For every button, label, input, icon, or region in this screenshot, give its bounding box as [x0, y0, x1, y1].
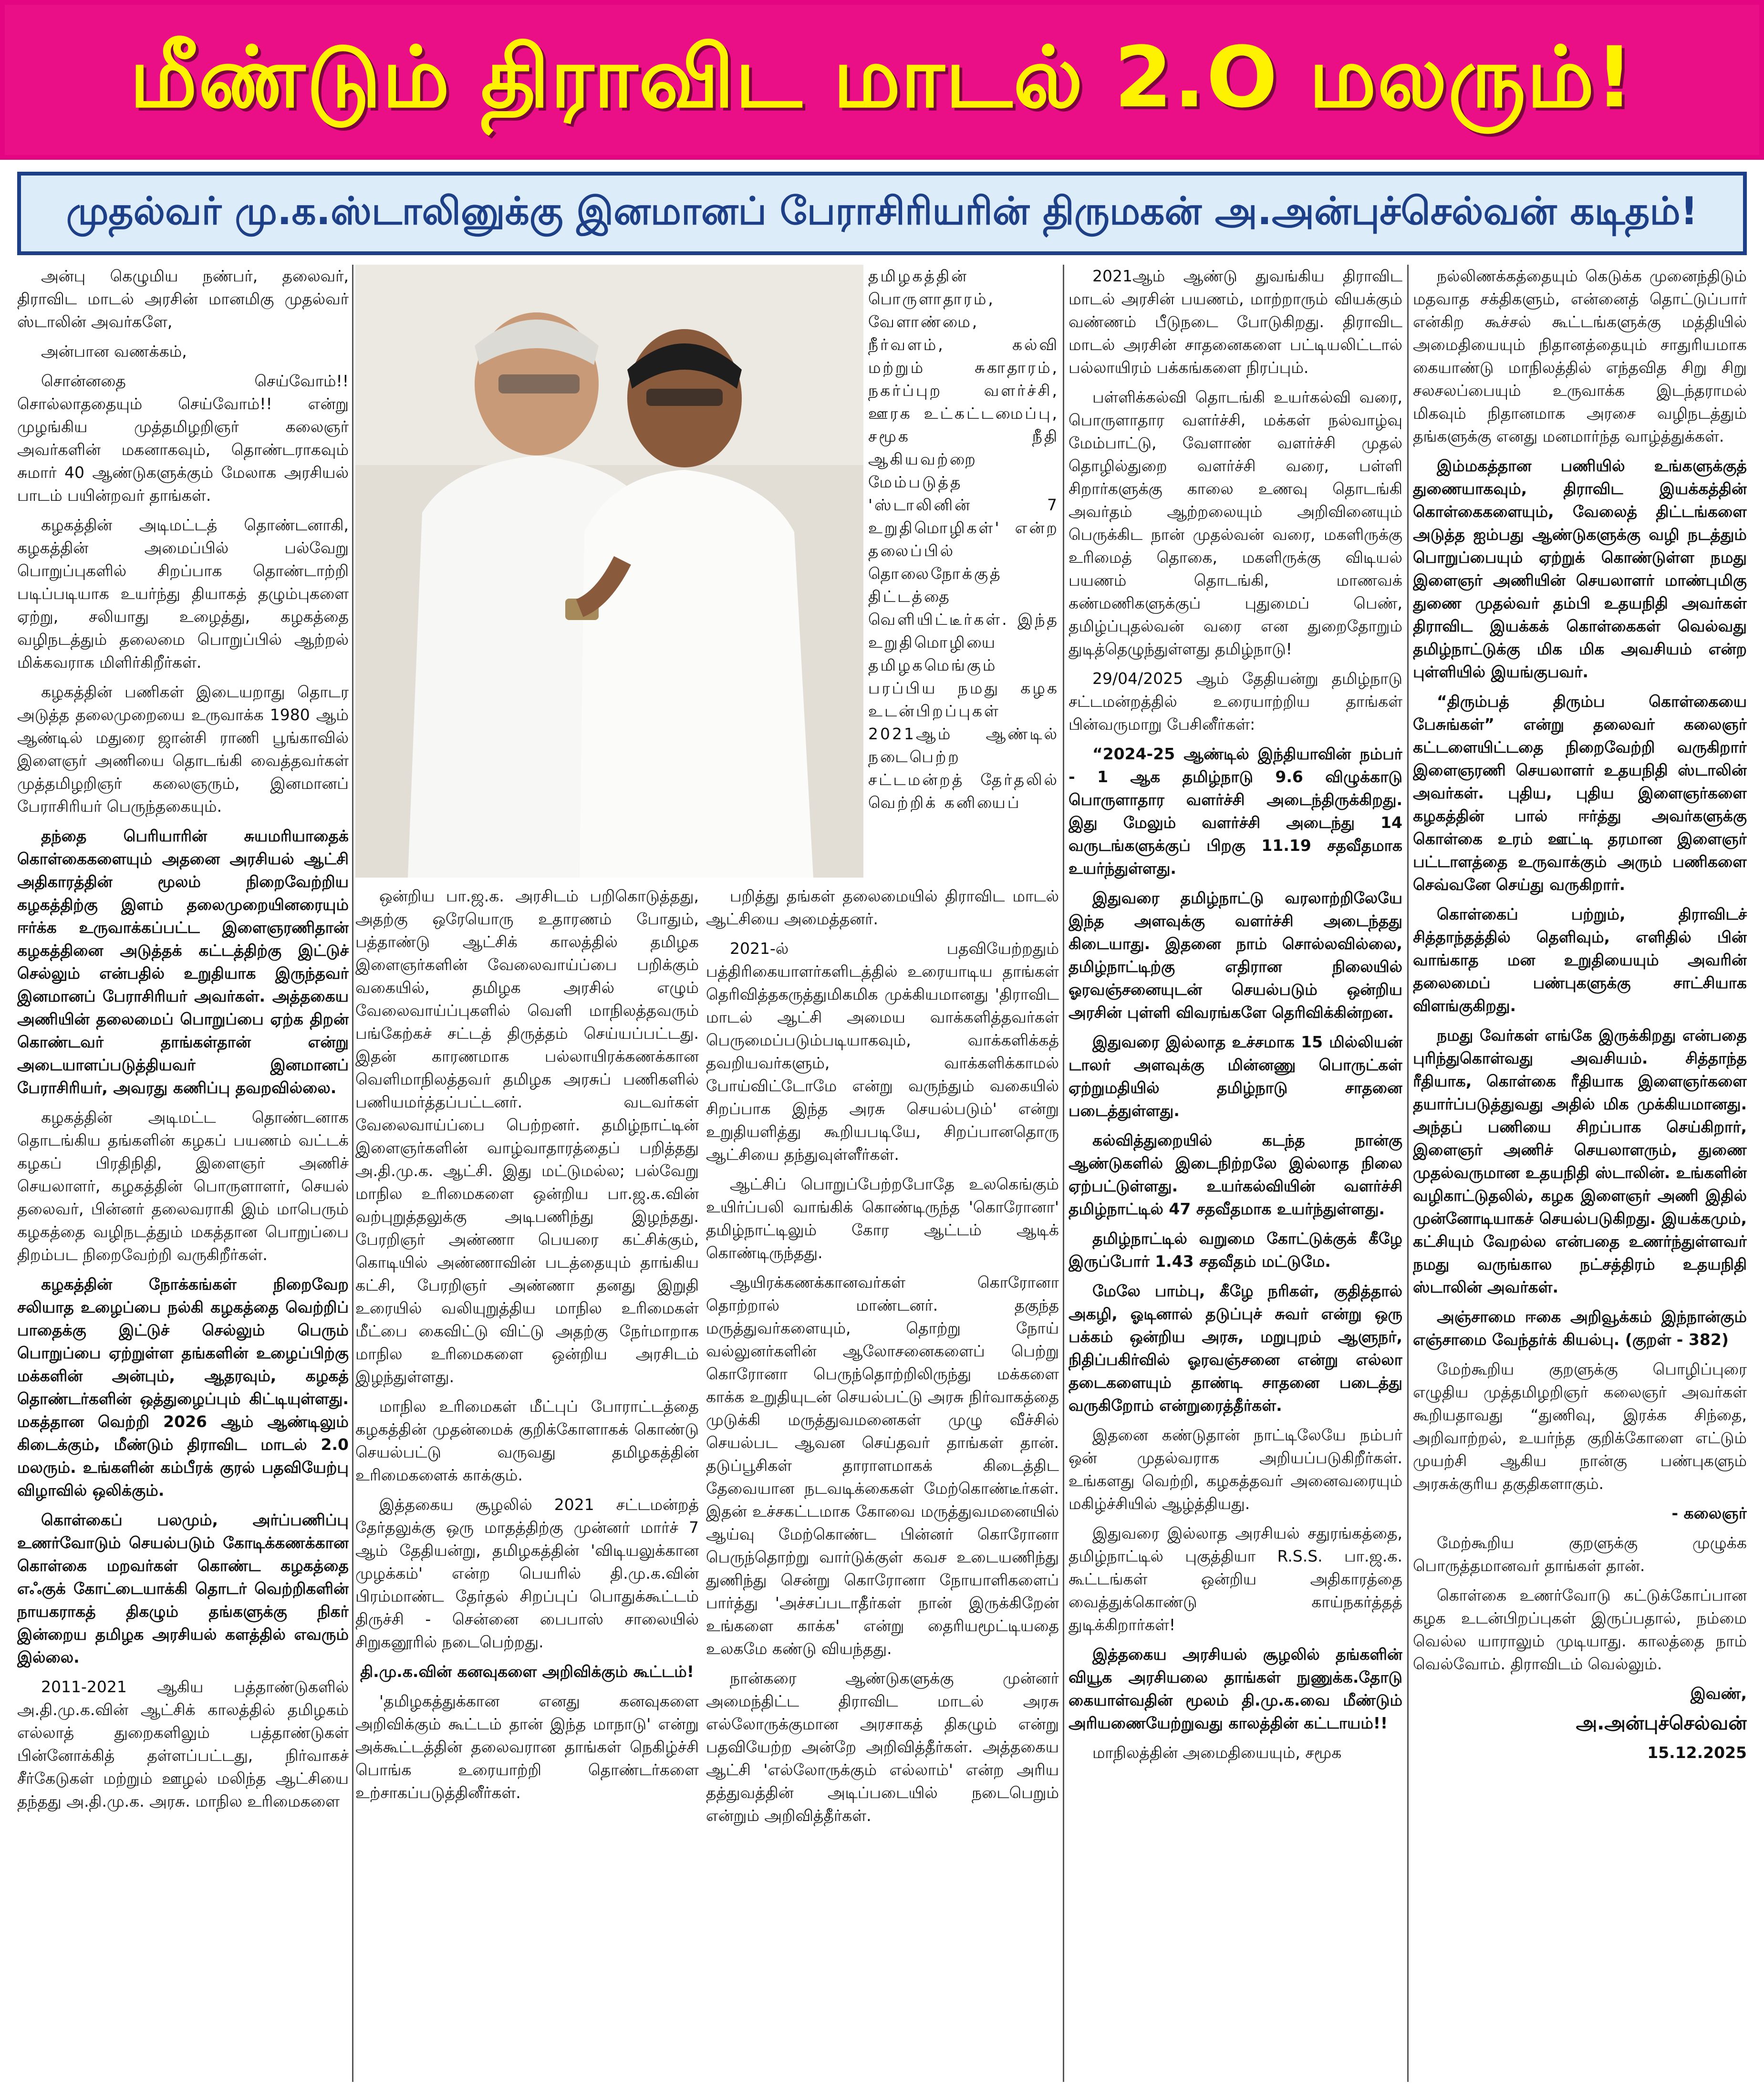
paragraph: பள்ளிக்கல்வி தொடங்கி உயர்கல்வி வரை, பொருளாதார வளர்ச்சி, மக்கள் நல்வாழ்வு மேம்பாட்டு, வேளாண் வளர்ச்சி முதல் தொழில்துறை வளர்ச்சி வரை, பள்ளி சிறார்களுக்கு காலை உணவு தொடங்கி அவர்தம் ஆற்றலையும் அறிவினையும் பெருக்கிட நான் முதல்வன் வரை, மகளிருக்கு உரிமைத் தொகை, மகளிருக்கு விடியல் பயணம் தொடங்கி, மாணவக் கண்மணிகளுக்குப் புதுமைப் பெண், தமிழ்ப்புதல்வன் வரை என துறைதோறும் துடித்தெழுந்துள்ளது தமிழ்நாடு!: [1069, 388, 1402, 658]
paragraph: கல்வித்துறையில் கடந்த நான்கு ஆண்டுகளில் இடைநிற்றலே இல்லாத நிலை ஏற்பட்டுள்ளது. உயர்கல்வியின் வளர்ச்சி தமிழ்நாட்டில் 47 சதவீதமாக உயர்ந்துள்ளது.: [1069, 1131, 1402, 1218]
headline-banner-inner: [25, 20, 1739, 146]
paragraph: இதனை கண்டுதான் நாட்டிலேயே நம்பர் ஒன் முதல்வராக அறியப்படுகிறீர்கள். உங்களது வெற்றி, கழகத்தவர் அனைவரையும் மகிழ்ச்சியில் ஆழ்த்தியது.: [1069, 1426, 1402, 1513]
paragraph: மாநில உரிமைகள் மீட்புப் போராட்டத்தை கழகத்தின் முதன்மைக் குறிக்கோளாகக் கொண்டு செயல்பட்டு வருவது தமிழகத்தின் உரிமைகளைக் காக்கும்.: [355, 1397, 699, 1484]
column-rule: [352, 265, 353, 2082]
photo-illustration: [355, 265, 863, 878]
paragraph: 2021ஆம் ஆண்டு துவங்கிய திராவிட மாடல் அரசின் பயணம், மாற்றாரும் வியக்கும் வண்ணம் பீடுநடை போடுகிறது. திராவிட மாடல் அரசின் சாதனைகளை பட்டியலிட்டால் பல்லாயிரம் பக்கங்களை நிரப்பும்.: [1069, 267, 1402, 377]
paragraph: நல்லிணக்கத்தையும் கெடுக்க முனைந்திடும் மதவாத சக்திகளும், என்னைத் தொட்டுப்பார் என்கிற கூச்சல் கூட்டங்களுக்கு மத்தியில் அமைதியையும் நிதானத்தையும் சாதுரியமாக கையாண்டு மாநிலத்தில் எந்தவித சிறு சிறு சலசலப்பையும் உருவாக்க இடந்தராமல் மிகவும் நிதானமாக அரசை வழிநடத்தும் தங்களுக்கு எனது மனமார்ந்த வாழ்த்துக்கள்.: [1413, 267, 1747, 445]
subheadline-box: [17, 172, 1747, 255]
paragraph: கழகத்தின் அடிமட்டத் தொண்டனாகி, கழகத்தின் அமைப்பில் பல்வேறு பொறுப்புகளில் சிறப்பாக தொண்டாற்றி படிப்படியாக உயர்ந்து தியாகத் தழும்புகளை ஏற்று, சலியாது உழைத்து, கழகத்தை வழிநடத்தும் தலைமை பொறுப்பில் ஆற்றல் மிக்கவராக மிளிர்கிறீர்கள்.: [17, 516, 349, 672]
paragraph: தி.மு.க.வின் கனவுகளை அறிவிக்கும் கூட்டம்!: [360, 1662, 694, 1681]
paragraph: - கலைஞர்: [1671, 1504, 1747, 1522]
paragraph: தந்தை பெரியாரின் சுயமரியாதைக் கொள்கைகளையும் அதனை அரசியல் ஆட்சி அதிகாரத்தின் மூலம் நிறைவேற்றிய கழகத்திற்கு இளம் தலைமுறையினரையும் ஈர்க்க உருவாக்கப்பட்ட இளைஞரணிதான் கழகத்தினை அடுத்தக் கட்டத்திற்கு இட்டுச் செல்லும் என்பதில் உறுதியாக இருந்தவர் இனமானப் பேராசிரியர் அவர்கள். அத்தகைய அணியின் தலைமைப் பொறுப்பை ஏற்க திறன் கொண்டவர் தாங்கள்தான் என்று அடையாளப்படுத்தியவர் இனமானப் பேராசிரியர், அவரது கணிப்பு தவறவில்லை.: [17, 827, 349, 1097]
paragraph: இத்தகைய அரசியல் சூழலில் தங்களின் வியூக அரசியலை தாங்கள் நுணுக்க.தோடு கையாள்வதின் மூலம் தி.மு.க.வை மீண்டும் அரியணையேற்றுவது காலத்தின் கட்டாயம்!!: [1069, 1645, 1402, 1732]
article-column-4: [1069, 265, 1402, 2084]
paragraph: தமிழகத்தின் பொருளாதாரம், வேளாண்மை, நீர்வளம், கல்வி மற்றும் சுகாதாரம், நகர்ப்புற வளர்ச்சி, ஊரக உட்கட்டமைப்பு, சமூக நீதி ஆகியவற்றை மேம்படுத்த 'ஸ்டாலினின் 7 உறுதிமொழிகள்' என்ற தலைப்பில் தொலைநோக்குத் திட்டத்தை வெளியிட்டீர்கள். இந்த உறுதிமொழியை தமிழகமெங்கும் பரப்பிய நமது கழக உடன்பிறப்புகள் 2021ஆம் ஆண்டில் நடைபெற்ற சட்டமன்றத் தேர்தலில் வெற்றிக் கனியைப்: [868, 267, 1059, 812]
paragraph: இதுவரை தமிழ்நாட்டு வரலாற்றிலேயே இந்த அளவுக்கு வளர்ச்சி அடைந்தது கிடையாது. இதனை நாம் சொல்லவில்லை, தமிழ்நாட்டிற்கு எதிரான நிலையில் ஓரவஞ்சனையுடன் செயல்படும் ஒன்றிய அரசின் புள்ளி விவரங்களே தெரிவிக்கின்றன.: [1069, 889, 1402, 1022]
paragraph: 15.12.2025: [1647, 1743, 1747, 1762]
paragraph: ஒன்றிய பா.ஜ.க. அரசிடம் பறிகொடுத்தது, அதற்கு ஒரேயொரு உதாரணம் போதும், பத்தாண்டு ஆட்சிக் காலத்தில் தமிழக இளைஞர்களின் வேலைவாய்ப்பை பறிக்கும் வகையில், தமிழக அரசில் எழும் வேலைவாய்ப்புகளில் வெளி மாநிலத்தவரும் பங்கேற்கச் சட்டத் திருத்தம் செய்யப்பட்டது. இதன் காரணமாக பல்லாயிரக்கணக்கான வெளிமாநிலத்தவர் தமிழக அரசுப் பணிகளில் பணியமர்த்தப்பட்டனர். வடவர்கள் வேலைவாய்ப்பை பெற்றனர். தமிழ்நாட்டின் இளைஞர்களின் வாழ்வாதாரத்தைப் பறித்தது அ.தி.மு.க. ஆட்சி. இது மட்டுமல்ல; பல்வேறு மாநில உரிமைகளை ஒன்றிய பா.ஜ.க.வின் வற்புறுத்தலுக்கு அடிபணிந்து இழந்தது. பேரறிஞர் அண்ணா பெயரை கட்சிக்கும், கொடியில் அண்ணாவின் படத்தையும் தாங்கிய கட்சி, பேரறிஞர் அண்ணா தனது இறுதி உரையில் வலியுறுத்திய மாநில உரிமைகள் மீட்பை கைவிட்டு விட்டு அதற்கு நேர்மாறாக மாநில உரிமைகளை ஒன்றிய அரசிடம் இழந்துள்ளது.: [355, 887, 699, 1386]
headline-banner: [0, 0, 1764, 160]
news-photo: [355, 265, 863, 878]
paragraph: ஆட்சிப் பொறுப்பேற்றபோதே உலகெங்கும் உயிர்ப்பலி வாங்கிக் கொண்டிருந்த 'கொரோனா' தமிழ்நாட்டிலும் கோர ஆட்டம் ஆடிக் கொண்டிருந்தது.: [706, 1175, 1059, 1262]
paragraph: கழகத்தின் அடிமட்ட தொண்டனாக தொடங்கிய தங்களின் கழகப் பயணம் வட்டக் கழகப் பிரதிநிதி, இளைஞர் அணிச் செயலாளர், கழகத்தின் பொருளாளர், செயல் தலைவர், பின்னர் தலைவராகி இம் மாபெரும் கழகத்தை வழிநடத்தும் மகத்தான பொறுப்பை திறம்பட நிறைவேற்றி வருகிறீர்கள்.: [17, 1108, 349, 1264]
article-column-2: [355, 885, 699, 2080]
paragraph: கொள்கை உணர்வோடு கட்டுக்கோப்பான கழக உடன்பிறப்புகள் இருப்பதால், நம்மை வெல்ல யாராலும் முடியாது. காலத்தை நாம் வெல்வோம். திராவிடம் வெல்லும்.: [1413, 1586, 1747, 1673]
paragraph: கழகத்தின் நோக்கங்கள் நிறைவேற சலியாத உழைப்பை நல்கி கழகத்தை வெற்றிப் பாதைக்கு இட்டுச் செல்லும் பெரும் பொறுப்பை ஏற்றுள்ள தங்களின் உழைப்பிற்கு மக்களின் அன்பும், ஆதரவும், கழகத் தொண்டர்களின் ஒத்துழைப்பும் கிட்டியுள்ளது. மகத்தான வெற்றி 2026 ஆம் ஆண்டிலும் கிடைக்கும், மீண்டும் திராவிட மாடல் 2.0 மலரும். உங்களின் கம்பீரக் குரல் பதவியேற்பு விழாவில் ஒலிக்கும்.: [17, 1275, 349, 1500]
article-column-5: [1413, 265, 1747, 2084]
subheadline-title: முதல்வர் மு.க.ஸ்டாலினுக்கு இனமானப் பேராசிரியரின் திருமகன் அ.அன்புச்செல்வன் கடிதம்!: [66, 188, 1698, 233]
paragraph: 'தமிழகத்துக்கான எனது கனவுகளை அறிவிக்கும் கூட்டம் தான் இந்த மாநாடு' என்று அக்கூட்டத்தின் தலைவரான தாங்கள் நெகிழ்ச்சி பொங்க உரையாற்றி தொண்டர்களை உற்சாகப்படுத்தினீர்கள்.: [355, 1692, 699, 1802]
paragraph: மேற்கூறிய குறளுக்கு முழுக்க பொருத்தமானவர் தாங்கள் தான்.: [1413, 1533, 1747, 1575]
column-rule: [1407, 265, 1409, 2082]
paragraph: 2011-2021 ஆகிய பத்தாண்டுகளில் அ.தி.மு.க.வின் ஆட்சிக் காலத்தில் தமிழகம் எல்லாத் துறைகளிலும் பத்தாண்டுகள் பின்னோக்கித் தள்ளப்பட்டது, நிர்வாகச் சீர்கேடுகள் மற்றும் ஊழல் மலிந்த ஆட்சியை தந்தது அ.தி.மு.க. அரசு. மாநில உரிமைகளை: [17, 1677, 349, 1811]
paragraph: “2024-25 ஆண்டில் இந்தியாவின் நம்பர் - 1 ஆக தமிழ்நாடு 9.6 விழுக்காடு பொருளாதார வளர்ச்சி அடைந்திருக்கிறது. இது மேலும் வளர்ச்சி அடைந்து 14 வருடங்களுக்குப் பிறகு 11.19 சதவீதமாக உயர்ந்துள்ளது.: [1069, 745, 1402, 878]
paragraph: கொள்கைப் பலமும், அர்ப்பணிப்பு உணர்வோடும் செயல்படும் கோடிக்கணக்கான கொள்கை மறவர்கள் கொண்ட கழகத்தை எஃகுக் கோட்டையாக்கி தொடர் வெற்றிகளின் நாயகராகத் திகழும் தங்களுக்கு நிகர் இன்றைய தமிழக அரசியல் களத்தில் எவரும் இல்லை.: [17, 1511, 349, 1666]
paragraph: சொன்னதை செய்வோம்!! சொல்லாததையும் செய்வோம்!! என்று முழங்கிய முத்தமிழறிஞர் கலைஞர் அவர்களின் மகனாகவும், தொண்டராகவும் சுமார் 40 ஆண்டுகளுக்கும் மேலாக அரசியல் பாடம் பயின்றவர் தாங்கள்.: [17, 372, 349, 505]
paragraph: ஆயிரக்கணக்கானவர்கள் கொரோனா தொற்றால் மாண்டனர். தகுந்த மருத்துவர்களையும், தொற்று நோய் வல்லுனர்களின் ஆலோசனைகளைப் பெற்று கொரோனா பெருந்தொற்றிலிருந்து மக்களை காக்க உறுதியுடன் செயல்பட்டு அரசு நிர்வாகத்தை முடுக்கி மருத்துவமனைகள் முழு வீச்சில் செயல்பட ஆவன செய்தவர் தாங்கள் தான். தடுப்பூசிகள் தாராளமாகக் கிடைத்திட தேவையான நடவடிக்கைகள் மேற்கொண்டீர்கள். இதன் உச்சகட்டமாக கோவை மருத்துவமனையில் ஆய்வு மேற்கொண்ட பின்னர் கொரோனா பெருந்தொற்று வார்டுக்குள் கவச உடையணிந்து துணிந்து சென்று கொரோனா நோயாளிகளைப் பார்த்து 'அச்சப்படாதீர்கள் நான் இருக்கிறேன் உங்களை காக்க' என்று தைரியமூட்டியதை உலகமே கண்டு வியந்தது.: [706, 1273, 1059, 1658]
article-column-1: [17, 265, 349, 2084]
paragraph: 2021-ல் பதவியேற்றதும் பத்திரிகையாளர்களிடத்தில் உரையாடிய தாங்கள் தெரிவித்தகருத்துமிகமிக முக்கியமானது 'திராவிட மாடல் ஆட்சி அமைய வாக்களித்தவர்கள் பெருமைப்படும்படியாகவும், வாக்களிக்கத் தவறியவர்களும், வாக்களிக்காமல் போய்விட்டோமே என்று வருந்தும் வகையில் சிறப்பாக இந்த அரசு செயல்படும்' என்று உறுதியளித்து கூறியபடியே, சிறப்பானதொரு ஆட்சியை தந்துவுள்ளீர்கள்.: [706, 939, 1059, 1164]
paragraph: தமிழ்நாட்டில் வறுமை கோட்டுக்குக் கீழே இருப்போர் 1.43 சதவீதம் மட்டுமே.: [1069, 1229, 1402, 1271]
paragraph: பறித்து தங்கள் தலைமையில் திராவிட மாடல் ஆட்சியை அமைத்தனர்.: [706, 887, 1059, 928]
paragraph: “திரும்பத் திரும்ப கொள்கையை பேசுங்கள்” என்று தலைவர் கலைஞர் கட்டளையிட்டதை நிறைவேற்றி வருகிறார் இளைஞரணி செயலாளர் உதயநிதி ஸ்டாலின் அவர்கள். புதிய, புதிய இளைஞர்களை கழகத்தின் பால் ஈர்த்து அவர்களுக்கு கொள்கை உரம் ஊட்டி தரமான இளைஞர் பட்டாளத்தை உருவாக்கும் அரும் பணிகளை செவ்வனே செய்து வருகிறார்.: [1413, 692, 1747, 894]
paragraph: மாநிலத்தின் அமைதியையும், சமூக: [1092, 1743, 1342, 1762]
headline-title: மீண்டும் திராவிட மாடல் 2.O மலரும்!: [129, 29, 1635, 126]
paragraph: இவண்,: [1690, 1684, 1747, 1703]
article-column-3-top: [868, 265, 1059, 878]
paragraph: அ.அன்புச்செல்வன்: [1576, 1712, 1747, 1734]
paragraph: அஞ்சாமை ஈகை அறிவூக்கம் இந்நான்கும் எஞ்சாமை வேந்தர்க் கியல்பு. (குறள் - 382): [1413, 1307, 1747, 1349]
paragraph: கழகத்தின் பணிகள் இடையறாது தொடர அடுத்த தலைமுறையை உருவாக்க 1980 ஆம் ஆண்டில் மதுரை ஜான்சி ராணி பூங்காவில் இளைஞர் அணியை தொடங்கி வைத்தவர்கள் முத்தமிழறிஞர் கலைஞரும், இனமானப் பேராசிரியர் பெருந்தகையும்.: [17, 683, 349, 816]
paragraph: மேலே பாம்பு, கீழே நரிகள், குதித்தால் அகழி, ஓடினால் தடுப்புச் சுவர் என்று ஒரு பக்கம் ஒன்றிய அரசு, மறுபுறம் ஆளுநர், நிதிப்பகிர்வில் ஓரவஞ்சனை என்று எல்லா தடைகளையும் தாண்டி சாதனை படைத்து வருகிறோம் என்றுரைத்தீர்கள்.: [1069, 1282, 1402, 1415]
paragraph: நமது வேர்கள் எங்கே இருக்கிறது என்பதை புரிந்துகொள்வது அவசியம். சித்தாந்த ரீதியாக, கொள்கை ரீதியாக இளைஞர்களை தயார்ப்படுத்துவது அதில் மிக முக்கியமானது. அந்தப் பணியை சிறப்பாக செய்கிறார், இளைஞர் அணிச் செயலாளரும், துணை முதல்வருமான உதயநிதி ஸ்டாலின். உங்களின் வழிகாட்டுதலில், கழக இளைஞர் அணி இதில் முன்னோடியாகச் செயல்படுகிறது. இயக்கமும், கட்சியும் வேறல்ல என்பதை உணர்ந்துள்ளவர் நமது வருங்கால நட்சத்திரம் உதயநிதி ஸ்டாலின் அவர்கள்.: [1413, 1026, 1747, 1296]
paragraph: இத்தகைய சூழலில் 2021 சட்டமன்றத் தேர்தலுக்கு ஒரு மாதத்திற்கு முன்னர் மார்ச் 7 ஆம் தேதியன்று, தமிழகத்தின் 'விடியலுக்கான முழக்கம்' என்ற பெயரில் தி.மு.க.வின் பிரம்மாண்ட தேர்தல் சிறப்புப் பொதுக்கூட்டம் திருச்சி - சென்னை பைபாஸ் சாலையில் சிறுகனூரில் நடைபெற்றது.: [355, 1495, 699, 1651]
paragraph: 29/04/2025 ஆம் தேதியன்று தமிழ்நாடு சட்டமன்றத்தில் உரையாற்றிய தாங்கள் பின்வருமாறு பேசினீர்கள்:: [1069, 669, 1402, 734]
paragraph: இதுவரை இல்லாத அரசியல் சதுரங்கத்தை, தமிழ்நாட்டில் புகுத்தியா R.S.S. பா.ஜ.க. கூட்டங்கள் ஒன்றிய அதிகாரத்தை வைத்துக்கொண்டு காய்நகர்த்தத் துடிக்கிறார்கள்!: [1069, 1524, 1402, 1634]
paragraph: கொள்கைப் பற்றும், திராவிடச் சித்தாந்தத்தில் தெளிவும், எளிதில் பின் வாங்காத மன உறுதியையும் அவரின் தலைமைப் பண்புகளுக்கு சாட்சியாக விளங்குகிறது.: [1413, 905, 1747, 1015]
paragraph: அன்பு கெழுமிய நண்பர், தலைவர், திராவிட மாடல் அரசின் மானமிகு முதல்வர் ஸ்டாலின் அவர்களே,: [17, 267, 349, 331]
paragraph: மேற்கூறிய குறளுக்கு பொழிப்புரை எழுதிய முத்தமிழறிஞர் கலைஞர் அவர்கள் கூறியதாவது “துணிவு, இரக்க சிந்தை, அறிவாற்றல், உயர்ந்த குறிக்கோளை எட்டும் முயற்சி ஆகிய நான்கு பண்புகளும் அரசுக்குரிய தகுதிகளாகும்.: [1413, 1360, 1747, 1493]
paragraph: நான்கரை ஆண்டுகளுக்கு முன்னர் அமைந்திட்ட திராவிட மாடல் அரசு எல்லோருக்குமான அரசாகத் திகழும் என்று பதவியேற்ற அன்றே அறிவித்தீர்கள். அத்தகைய ஆட்சி 'எல்லோருக்கும் எல்லாம்' என்ற அரிய தத்துவத்தின் அடிப்படையில் நடைபெறும் என்றும் அறிவித்தீர்கள்.: [706, 1669, 1059, 1825]
paragraph: அன்பான வணக்கம்,: [41, 342, 187, 361]
column-rule: [1063, 265, 1064, 2082]
paragraph: இதுவரை இல்லாத உச்சமாக 15 மில்லியன் டாலர் அளவுக்கு மின்னணு பொருட்கள் ஏற்றுமதியில் தமிழ்நாடு சாதனை படைத்துள்ளது.: [1069, 1033, 1402, 1120]
paragraph: இம்மகத்தான பணியில் உங்களுக்குத் துணையாகவும், திராவிட இயக்கத்தின் கொள்கைகளையும், வேலைத் திட்டங்களை அடுத்த ஐம்பது ஆண்டுகளுக்கு வழி நடத்தும் பொறுப்பையும் ஏற்றுக் கொண்டுள்ள நமது இளைஞர் அணியின் செயலாளர் மாண்புமிகு துணை முதல்வர் தம்பி உதயநிதி அவர்கள் திராவிட இயக்கக் கொள்கைகள் வெல்வது தமிழ்நாட்டுக்கு மிக மிக அவசியம் என்ற புள்ளியில் இயங்குபவர்.: [1413, 456, 1747, 681]
article-column-3-bottom: [706, 885, 1059, 2080]
